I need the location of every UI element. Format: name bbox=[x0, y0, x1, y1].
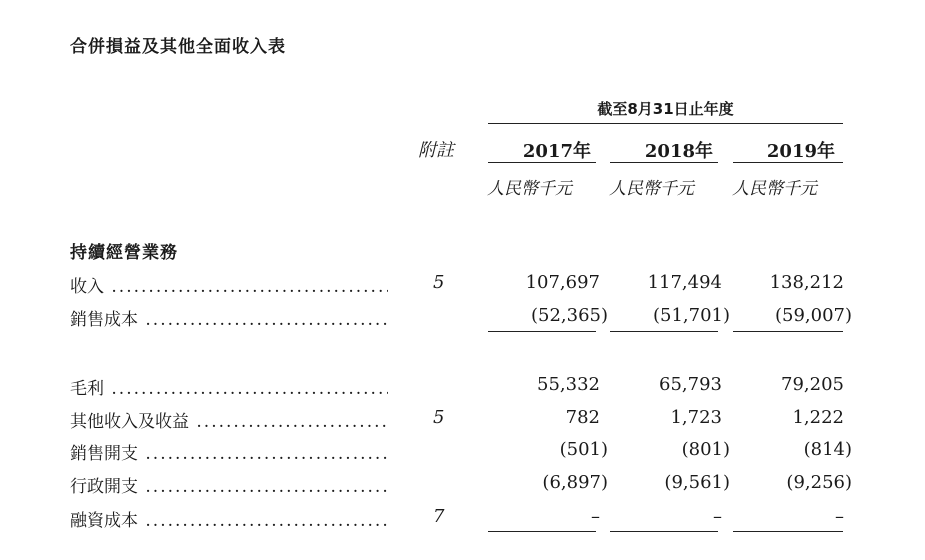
unit-label-2019: 人民幣千元 bbox=[732, 179, 817, 199]
row-value-2017: 107,697 bbox=[525, 272, 600, 293]
row-value-2019: – bbox=[835, 506, 844, 527]
table-row bbox=[0, 305, 925, 333]
row-value-2019: (59,007) bbox=[774, 305, 852, 326]
row-label: 收入 ..... bbox=[70, 272, 388, 297]
row-value-2017: (52,365) bbox=[530, 305, 608, 326]
note-column-header: 附註 bbox=[418, 140, 454, 161]
year-rule-2019 bbox=[733, 162, 843, 163]
row-value-2019: (814) bbox=[803, 439, 852, 460]
subtotal-rule-2017 bbox=[488, 331, 596, 332]
row-label: 毛利 ..... bbox=[70, 374, 388, 399]
row-value-2019: (9,256) bbox=[786, 472, 852, 493]
row-value-2018: (51,701) bbox=[652, 305, 730, 326]
period-header-rule bbox=[488, 123, 843, 124]
table-row bbox=[0, 374, 925, 402]
year-rule-2017 bbox=[488, 162, 596, 163]
unit-label-2017: 人民幣千元 bbox=[487, 179, 572, 199]
row-note: 5 bbox=[433, 407, 445, 428]
row-value-2018: 1,723 bbox=[670, 407, 722, 428]
statement-title: 合併損益及其他全面收入表 bbox=[70, 37, 286, 57]
row-value-2018: (801) bbox=[681, 439, 730, 460]
row-value-2019: 138,212 bbox=[769, 272, 844, 293]
subtotal-rule-2018 bbox=[610, 531, 718, 532]
subtotal-rule-2018 bbox=[610, 331, 718, 332]
row-value-2018: – bbox=[713, 506, 722, 527]
table-row bbox=[0, 272, 925, 300]
row-value-2018: (9,561) bbox=[664, 472, 730, 493]
row-value-2017: (6,897) bbox=[542, 472, 608, 493]
row-label: 銷售開支 ..... bbox=[70, 439, 388, 464]
row-label: 行政開支 ..... bbox=[70, 472, 388, 497]
year-header-2019: 2019年 bbox=[766, 141, 835, 162]
row-value-2018: 65,793 bbox=[659, 374, 722, 395]
period-header: 截至8月31日止年度 bbox=[597, 100, 734, 118]
row-label: 其他收入及收益 ..... bbox=[70, 407, 388, 432]
row-value-2017: (501) bbox=[559, 439, 608, 460]
table-row bbox=[0, 506, 925, 534]
year-header-2017: 2017年 bbox=[522, 141, 591, 162]
table-row bbox=[0, 407, 925, 435]
row-value-2017: – bbox=[591, 506, 600, 527]
row-note: 7 bbox=[433, 506, 445, 527]
unit-label-2018: 人民幣千元 bbox=[609, 179, 694, 199]
subtotal-rule-2019 bbox=[733, 531, 843, 532]
row-value-2017: 782 bbox=[565, 407, 600, 428]
table-row bbox=[0, 472, 925, 500]
table-row bbox=[0, 439, 925, 467]
subtotal-rule-2019 bbox=[733, 331, 843, 332]
row-label: 融資成本 ..... bbox=[70, 506, 388, 531]
row-value-2019: 1,222 bbox=[792, 407, 844, 428]
row-note: 5 bbox=[433, 272, 445, 293]
row-value-2019: 79,205 bbox=[781, 374, 844, 395]
section-title: 持續經營業務 bbox=[70, 243, 178, 263]
subtotal-rule-2017 bbox=[488, 531, 596, 532]
row-value-2018: 117,494 bbox=[647, 272, 722, 293]
year-header-2018: 2018年 bbox=[644, 141, 713, 162]
row-label: 銷售成本 ..... bbox=[70, 305, 388, 330]
year-rule-2018 bbox=[610, 162, 718, 163]
row-value-2017: 55,332 bbox=[537, 374, 600, 395]
